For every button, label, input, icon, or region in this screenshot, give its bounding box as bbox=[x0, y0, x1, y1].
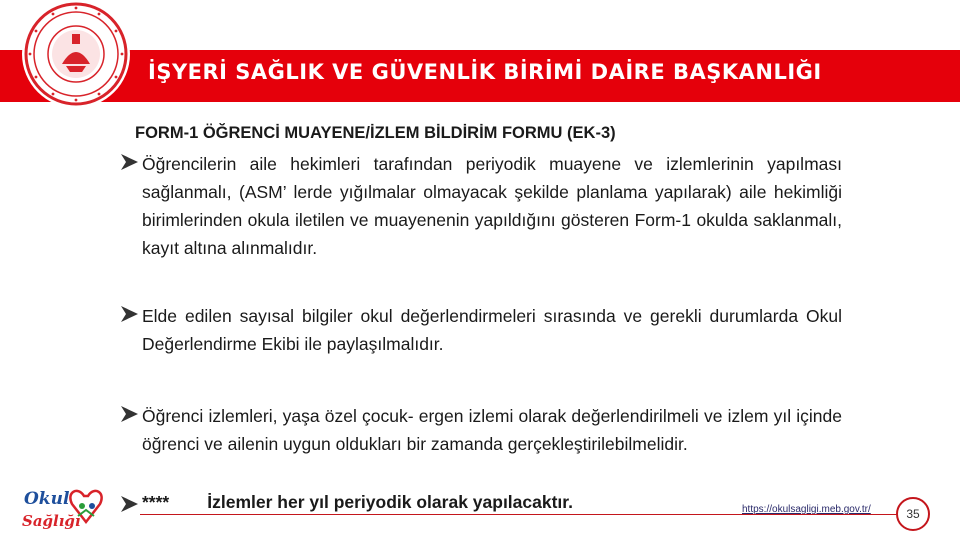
header-title: İŞYERİ SAĞLIK VE GÜVENLİK BİRİMİ DAİRE BAŞKANLIĞI bbox=[148, 60, 822, 84]
bullet-item bbox=[118, 150, 842, 262]
page-number: 35 bbox=[906, 507, 920, 521]
arrow-bullet-icon bbox=[118, 493, 140, 515]
bullet-item bbox=[118, 402, 842, 458]
footer-url-link[interactable]: https://okulsagligi.meb.gov.tr/ bbox=[742, 504, 871, 515]
okul-sagligi-logo-icon bbox=[20, 484, 120, 534]
page-number-badge bbox=[896, 497, 930, 531]
okul-sagligi-logo bbox=[20, 484, 120, 534]
form-title: FORM-1 ÖĞRENCİ MUAYENE/İZLEM BİLDİRİM FORMU (EK-3) bbox=[135, 124, 616, 142]
bullet-text: Öğrenci izlemleri, yaşa özel çocuk- ergen izlemi olarak değerlendirilmeli ve izlem yıl içinde öğrenci ve ailenin uygun oldukları bir zamanda gerçekleştirilebilmelidir. bbox=[142, 406, 842, 454]
ministry-seal-logo bbox=[22, 0, 130, 108]
arrow-bullet-icon bbox=[118, 403, 140, 425]
bullet-text: Öğrencilerin aile hekimleri tarafından periyodik muayene ve izlemlerinin yapılması sağlanmalı, (ASM’ lerde yığılmalar olmayacak şekilde planlama yapılarak) aile hekimliği birimlerinden okula iletilen ve muayenenin yapıldığını gösteren Form-1 okulda saklanmalı, kayıt altına alınmalıdır. bbox=[142, 154, 842, 258]
emphasis-text: İzlemler her yıl periyodik olarak yapılacaktır. bbox=[207, 492, 573, 512]
logo-line2: Sağlığı bbox=[22, 512, 81, 530]
ministry-seal-icon bbox=[22, 0, 130, 108]
bullet-text: Elde edilen sayısal bilgiler okul değerlendirmeleri sırasında ve gerekli durumlarda Okul Değerlendirme Ekibi ile paylaşılmalıdır. bbox=[142, 306, 842, 354]
arrow-bullet-icon bbox=[118, 303, 140, 325]
bullet-item bbox=[118, 302, 842, 358]
stars-marker: **** bbox=[142, 492, 170, 512]
last-bullet bbox=[118, 492, 573, 513]
arrow-bullet-icon bbox=[118, 151, 140, 173]
logo-line1: Okul bbox=[24, 489, 70, 509]
